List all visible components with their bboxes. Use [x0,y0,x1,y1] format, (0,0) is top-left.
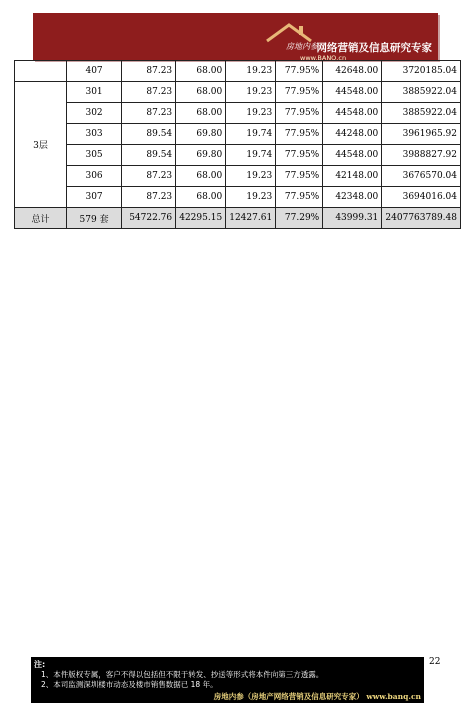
ratio-cell: 77.95% [276,145,323,166]
shared-area-cell: 19.23 [226,82,276,103]
table-row [15,145,461,166]
price-cell: 42348.00 [323,187,382,208]
total-price-cell: 3885922.04 [382,103,461,124]
total-price-cell: 3720185.04 [382,61,461,82]
ratio-cell: 77.95% [276,103,323,124]
total-shared-area: 12427.61 [226,208,276,229]
area-cell: 87.23 [122,61,176,82]
total-price-cell: 3988827.92 [382,145,461,166]
total-count: 579 套 [67,208,122,229]
price-cell: 44248.00 [323,124,382,145]
table-row [15,82,461,103]
table-row [15,187,461,208]
shared-area-cell: 19.74 [226,145,276,166]
total-avg-price: 43999.31 [323,208,382,229]
inner-area-cell: 68.00 [176,187,226,208]
unit-cell: 301 [67,82,122,103]
total-price-cell: 3676570.04 [382,166,461,187]
inner-area-cell: 68.00 [176,61,226,82]
table-row [15,124,461,145]
inner-area-cell: 68.00 [176,103,226,124]
price-cell: 44548.00 [323,103,382,124]
logo-url: www.BANQ.cn [300,54,347,62]
shared-area-cell: 19.23 [226,166,276,187]
ratio-cell: 77.95% [276,124,323,145]
page-number: 22 [429,657,441,667]
note-line-2: 2、本司监测深圳楼市动态及楼市销售数据已 18 年。 [41,680,218,689]
note-title: 注: [34,660,46,669]
inner-area-cell: 68.00 [176,166,226,187]
total-row [15,208,461,229]
inner-area-cell: 69.80 [176,124,226,145]
total-sum-price: 2407763789.48 [382,208,461,229]
area-cell: 87.23 [122,103,176,124]
table-row [15,61,461,82]
note-line-1: 1、本件版权专属，客户不得以包括但不限于转发、抄送等形式将本件向第三方透露。 [41,670,324,679]
footer-brand: 房地内参（房地产网络营销及信息研究专家） www.banq.cn [213,692,421,701]
inner-area-cell: 68.00 [176,82,226,103]
price-cell: 42148.00 [323,166,382,187]
unit-cell: 305 [67,145,122,166]
area-cell: 87.23 [122,166,176,187]
unit-cell: 302 [67,103,122,124]
table-row [15,103,461,124]
floor-cell: 3层 [15,82,67,208]
area-cell: 89.54 [122,124,176,145]
total-price-cell: 3961965.92 [382,124,461,145]
unit-cell: 407 [67,61,122,82]
price-cell: 42648.00 [323,61,382,82]
shared-area-cell: 19.74 [226,124,276,145]
ratio-cell: 77.95% [276,61,323,82]
price-cell: 44548.00 [323,145,382,166]
area-cell: 87.23 [122,187,176,208]
area-cell: 89.54 [122,145,176,166]
total-price-cell: 3885922.04 [382,82,461,103]
ratio-cell: 77.95% [276,82,323,103]
logo-text: 房地内参 [286,42,318,51]
sales-table [14,60,461,229]
floor-cell [15,61,67,82]
shared-area-cell: 19.23 [226,103,276,124]
total-label: 总计 [15,208,67,229]
footer-notes [31,657,424,703]
shared-area-cell: 19.23 [226,61,276,82]
shared-area-cell: 19.23 [226,187,276,208]
total-ratio: 77.29% [276,208,323,229]
unit-cell: 303 [67,124,122,145]
table-row [15,166,461,187]
area-cell: 87.23 [122,82,176,103]
header-banner [33,13,438,60]
total-inner-area: 42295.15 [176,208,226,229]
ratio-cell: 77.95% [276,187,323,208]
unit-cell: 306 [67,166,122,187]
house-logo-icon [263,19,323,59]
price-cell: 44548.00 [323,82,382,103]
ratio-cell: 77.95% [276,166,323,187]
total-price-cell: 3694016.04 [382,187,461,208]
total-area: 54722.76 [122,208,176,229]
header-tagline: 网络营销及信息研究专家 [316,42,432,54]
unit-cell: 307 [67,187,122,208]
inner-area-cell: 69.80 [176,145,226,166]
